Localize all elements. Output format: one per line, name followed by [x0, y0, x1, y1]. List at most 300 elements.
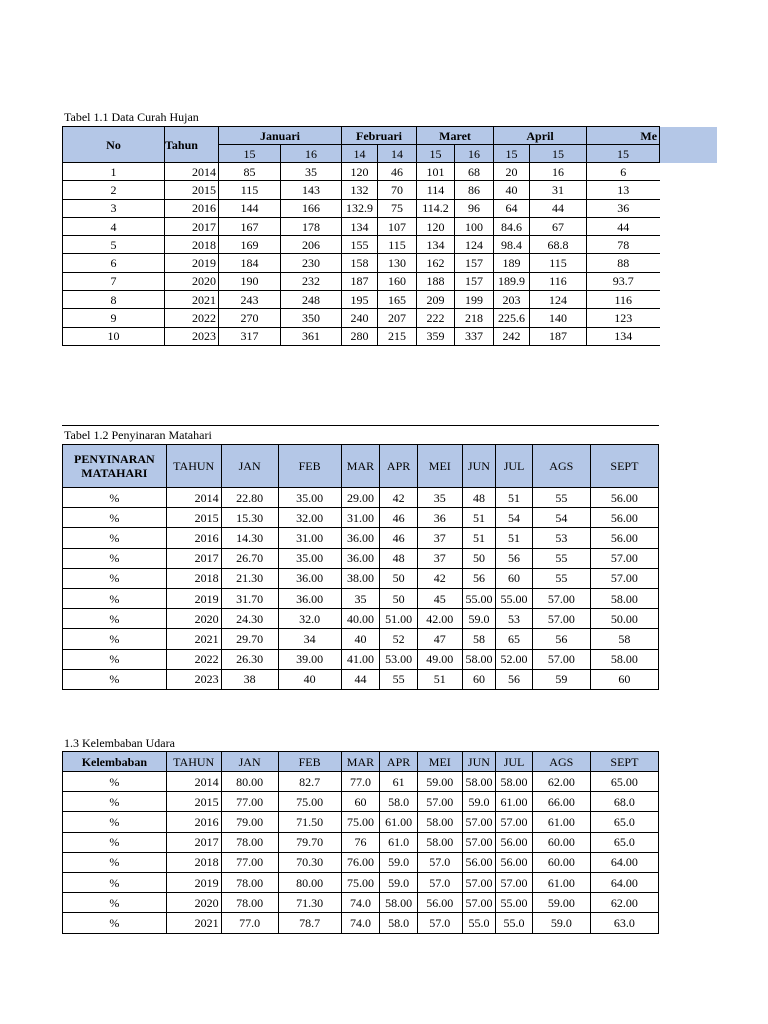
- value-cell: 57.00: [532, 588, 590, 608]
- value-cell: 78.00: [221, 832, 278, 852]
- value-cell: 124: [530, 291, 587, 309]
- value-cell: 242: [494, 327, 530, 345]
- header-apr: APR: [380, 752, 418, 772]
- table-row: [63, 163, 660, 181]
- year-cell: 2019: [166, 588, 221, 608]
- value-cell: 189: [494, 254, 530, 272]
- value-cell: 64.00: [590, 852, 658, 872]
- value-cell: 59: [532, 669, 590, 689]
- value-cell: 56.00: [590, 488, 658, 508]
- value-cell: 51: [462, 508, 496, 528]
- unit-cell: %: [63, 792, 167, 812]
- value-cell: 57.00: [462, 893, 496, 913]
- value-cell: 59.0: [532, 913, 590, 933]
- value-cell: 58.00: [462, 649, 496, 669]
- value-cell: 222: [417, 309, 455, 327]
- year-cell: 2023: [166, 669, 221, 689]
- value-cell: 24.30: [221, 609, 278, 629]
- value-cell: 64: [494, 199, 530, 217]
- value-cell: 78.00: [221, 872, 278, 892]
- header-maret: Maret: [417, 127, 494, 145]
- value-cell: 42: [380, 488, 418, 508]
- value-cell: 55: [532, 488, 590, 508]
- value-cell: 78.7: [278, 913, 341, 933]
- value-cell: 75: [378, 199, 417, 217]
- header-mei: MEI: [417, 445, 462, 488]
- unit-cell: %: [63, 629, 167, 649]
- table-row: [63, 792, 659, 812]
- value-cell: 218: [455, 309, 494, 327]
- value-cell: 57.00: [532, 649, 590, 669]
- value-cell: 188: [417, 272, 455, 290]
- value-cell: 36.00: [341, 528, 380, 548]
- value-cell: 22.80: [221, 488, 278, 508]
- year-cell: 2015: [166, 508, 221, 528]
- header-feb: FEB: [278, 752, 341, 772]
- value-cell: 58.00: [496, 772, 533, 792]
- value-cell: 76: [341, 832, 380, 852]
- year-cell: 2017: [166, 832, 221, 852]
- table-row: [63, 199, 660, 217]
- header-apr: APR: [380, 445, 418, 488]
- value-cell: 55.00: [496, 893, 533, 913]
- value-cell: 36: [587, 199, 660, 217]
- table-row: [63, 772, 659, 792]
- row-number-cell: 7: [63, 272, 165, 290]
- value-cell: 55.00: [496, 588, 533, 608]
- unit-cell: %: [63, 508, 167, 528]
- unit-cell: %: [63, 893, 167, 913]
- table-row: [63, 272, 660, 290]
- table-row: [63, 254, 660, 272]
- year-cell: 2019: [166, 872, 221, 892]
- header-mei-cut: Me: [587, 127, 660, 145]
- table-row: [63, 327, 660, 345]
- year-cell: 2023: [165, 327, 219, 345]
- value-cell: 167: [219, 217, 281, 235]
- value-cell: 100: [455, 217, 494, 235]
- value-cell: 40.00: [341, 609, 380, 629]
- value-cell: 61.00: [380, 812, 418, 832]
- year-cell: 2018: [166, 568, 221, 588]
- unit-cell: %: [63, 568, 167, 588]
- value-cell: 36.00: [341, 548, 380, 568]
- value-cell: 134: [417, 236, 455, 254]
- row-number-cell: 6: [63, 254, 165, 272]
- year-cell: 2022: [165, 309, 219, 327]
- value-cell: 39.00: [278, 649, 341, 669]
- value-cell: 57.00: [462, 812, 496, 832]
- value-cell: 143: [281, 181, 342, 199]
- value-cell: 61: [380, 772, 418, 792]
- value-cell: 77.00: [221, 852, 278, 872]
- unit-cell: %: [63, 528, 167, 548]
- value-cell: 60.00: [532, 852, 590, 872]
- value-cell: 101: [417, 163, 455, 181]
- value-cell: 56.00: [462, 852, 496, 872]
- value-cell: 58.00: [462, 772, 496, 792]
- value-cell: 60: [341, 792, 380, 812]
- unit-cell: %: [63, 588, 167, 608]
- value-cell: 42: [417, 568, 462, 588]
- value-cell: 165: [378, 291, 417, 309]
- table-row: [63, 236, 660, 254]
- subheader-cell: 15: [530, 145, 587, 163]
- value-cell: 47: [417, 629, 462, 649]
- value-cell: 206: [281, 236, 342, 254]
- value-cell: 32.0: [278, 609, 341, 629]
- header-mei: MEI: [417, 752, 462, 772]
- value-cell: 59.00: [417, 772, 462, 792]
- value-cell: 56: [462, 568, 496, 588]
- value-cell: 59.0: [380, 872, 418, 892]
- value-cell: 35.00: [278, 488, 341, 508]
- header-jan: JAN: [221, 445, 278, 488]
- value-cell: 162: [417, 254, 455, 272]
- value-cell: 115: [530, 254, 587, 272]
- value-cell: 120: [342, 163, 378, 181]
- row-number-cell: 4: [63, 217, 165, 235]
- value-cell: 58.00: [590, 588, 658, 608]
- value-cell: 74.0: [341, 893, 380, 913]
- value-cell: 56: [496, 548, 533, 568]
- value-cell: 40: [341, 629, 380, 649]
- value-cell: 140: [530, 309, 587, 327]
- value-cell: 48: [380, 548, 418, 568]
- year-cell: 2018: [165, 236, 219, 254]
- value-cell: 35: [281, 163, 342, 181]
- value-cell: 270: [219, 309, 281, 327]
- value-cell: 65.00: [590, 772, 658, 792]
- value-cell: 52: [380, 629, 418, 649]
- value-cell: 56.00: [496, 832, 533, 852]
- table-row: [63, 913, 659, 933]
- year-cell: 2021: [166, 913, 221, 933]
- value-cell: 75.00: [278, 792, 341, 812]
- value-cell: 209: [417, 291, 455, 309]
- year-cell: 2019: [165, 254, 219, 272]
- value-cell: 60: [496, 568, 533, 588]
- row-number-cell: 9: [63, 309, 165, 327]
- value-cell: 58.0: [380, 792, 418, 812]
- row-number-cell: 2: [63, 181, 165, 199]
- value-cell: 58.0: [380, 913, 418, 933]
- year-cell: 2014: [165, 163, 219, 181]
- value-cell: 46: [380, 528, 418, 548]
- value-cell: 178: [281, 217, 342, 235]
- value-cell: 54: [532, 508, 590, 528]
- value-cell: 155: [342, 236, 378, 254]
- value-cell: 48: [462, 488, 496, 508]
- table-row: [63, 488, 659, 508]
- unit-cell: %: [63, 832, 167, 852]
- subheader-cell: 16: [281, 145, 342, 163]
- value-cell: 166: [281, 199, 342, 217]
- value-cell: 60.00: [532, 832, 590, 852]
- value-cell: 50.00: [590, 609, 658, 629]
- value-cell: 68.8: [530, 236, 587, 254]
- row-number-cell: 5: [63, 236, 165, 254]
- value-cell: 359: [417, 327, 455, 345]
- value-cell: 75.00: [341, 812, 380, 832]
- value-cell: 57.0: [417, 852, 462, 872]
- year-cell: 2022: [166, 649, 221, 669]
- value-cell: 66.00: [532, 792, 590, 812]
- year-cell: 2014: [166, 488, 221, 508]
- value-cell: 132: [342, 181, 378, 199]
- year-cell: 2017: [166, 548, 221, 568]
- value-cell: 58.00: [590, 649, 658, 669]
- value-cell: 58: [462, 629, 496, 649]
- value-cell: 215: [378, 327, 417, 345]
- value-cell: 29.70: [221, 629, 278, 649]
- unit-cell: %: [63, 669, 167, 689]
- value-cell: 58.00: [417, 812, 462, 832]
- value-cell: 57.00: [417, 792, 462, 812]
- value-cell: 67: [530, 217, 587, 235]
- value-cell: 80.00: [221, 772, 278, 792]
- year-cell: 2020: [166, 893, 221, 913]
- unit-cell: %: [63, 812, 167, 832]
- table-row: [63, 872, 659, 892]
- value-cell: 361: [281, 327, 342, 345]
- value-cell: 350: [281, 309, 342, 327]
- value-cell: 20: [494, 163, 530, 181]
- subheader-cell: 14: [342, 145, 378, 163]
- header-jul: JUL: [496, 752, 533, 772]
- value-cell: 116: [587, 291, 660, 309]
- value-cell: 31.00: [278, 528, 341, 548]
- row-number-cell: 8: [63, 291, 165, 309]
- header-januari: Januari: [219, 127, 342, 145]
- value-cell: 130: [378, 254, 417, 272]
- value-cell: 61.0: [380, 832, 418, 852]
- value-cell: 77.0: [221, 913, 278, 933]
- value-cell: 35.00: [278, 548, 341, 568]
- value-cell: 107: [378, 217, 417, 235]
- value-cell: 75.00: [341, 872, 380, 892]
- value-cell: 52.00: [496, 649, 533, 669]
- value-cell: 61.00: [532, 812, 590, 832]
- value-cell: 232: [281, 272, 342, 290]
- value-cell: 55.00: [462, 588, 496, 608]
- header-tahun: TAHUN: [166, 752, 221, 772]
- value-cell: 144: [219, 199, 281, 217]
- value-cell: 79.70: [278, 832, 341, 852]
- value-cell: 203: [494, 291, 530, 309]
- subheader-cell: 15: [587, 145, 660, 163]
- year-cell: 2017: [165, 217, 219, 235]
- value-cell: 49.00: [417, 649, 462, 669]
- value-cell: 14.30: [221, 528, 278, 548]
- table2-caption: Tabel 1.2 Penyinaran Matahari: [64, 428, 212, 442]
- year-cell: 2020: [166, 609, 221, 629]
- subheader-cell: 15: [417, 145, 455, 163]
- value-cell: 29.00: [341, 488, 380, 508]
- unit-cell: %: [63, 548, 167, 568]
- value-cell: 40: [278, 669, 341, 689]
- row-number-cell: 10: [63, 327, 165, 345]
- value-cell: 50: [380, 568, 418, 588]
- value-cell: 70.30: [278, 852, 341, 872]
- header-jan: JAN: [221, 752, 278, 772]
- year-cell: 2016: [166, 528, 221, 548]
- humidity-table: [62, 751, 659, 934]
- value-cell: 86: [455, 181, 494, 199]
- value-cell: 56.00: [417, 893, 462, 913]
- value-cell: 248: [281, 291, 342, 309]
- value-cell: 68: [455, 163, 494, 181]
- value-cell: 68.0: [590, 792, 658, 812]
- value-cell: 160: [378, 272, 417, 290]
- value-cell: 158: [342, 254, 378, 272]
- value-cell: 207: [378, 309, 417, 327]
- value-cell: 157: [455, 254, 494, 272]
- subheader-cell: 16: [455, 145, 494, 163]
- table-row: [63, 217, 660, 235]
- value-cell: 189.9: [494, 272, 530, 290]
- value-cell: 77.00: [221, 792, 278, 812]
- value-cell: 6: [587, 163, 660, 181]
- value-cell: 38.00: [341, 568, 380, 588]
- value-cell: 134: [587, 327, 660, 345]
- value-cell: 55: [380, 669, 418, 689]
- table-row: [63, 181, 660, 199]
- value-cell: 65.0: [590, 832, 658, 852]
- row-number-cell: 1: [63, 163, 165, 181]
- value-cell: 74.0: [341, 913, 380, 933]
- header-februari: Februari: [342, 127, 417, 145]
- sunshine-table-body: [63, 488, 659, 690]
- value-cell: 199: [455, 291, 494, 309]
- value-cell: 157: [455, 272, 494, 290]
- header-tahun: TAHUN: [166, 445, 221, 488]
- table2-top-divider: [62, 425, 659, 426]
- value-cell: 114: [417, 181, 455, 199]
- header-jun: JUN: [462, 752, 496, 772]
- value-cell: 187: [530, 327, 587, 345]
- table-row: [63, 548, 659, 568]
- value-cell: 57.00: [462, 872, 496, 892]
- value-cell: 57.00: [462, 832, 496, 852]
- unit-cell: %: [63, 852, 167, 872]
- year-cell: 2021: [166, 629, 221, 649]
- value-cell: 57.00: [496, 872, 533, 892]
- table1-caption: Tabel 1.1 Data Curah Hujan: [64, 110, 199, 124]
- humidity-table-body: [63, 772, 659, 934]
- table1-header-highlight: [656, 127, 717, 163]
- value-cell: 57.00: [590, 568, 658, 588]
- value-cell: 37: [417, 548, 462, 568]
- value-cell: 169: [219, 236, 281, 254]
- value-cell: 53: [496, 609, 533, 629]
- header-tahun: Tahun: [165, 127, 219, 163]
- value-cell: 50: [380, 588, 418, 608]
- rainfall-table: [62, 126, 660, 346]
- value-cell: 26.70: [221, 548, 278, 568]
- table-row: [63, 893, 659, 913]
- value-cell: 15.30: [221, 508, 278, 528]
- year-cell: 2020: [165, 272, 219, 290]
- unit-cell: %: [63, 913, 167, 933]
- value-cell: 42.00: [417, 609, 462, 629]
- value-cell: 51: [496, 488, 533, 508]
- value-cell: 61.00: [496, 792, 533, 812]
- unit-cell: %: [63, 772, 167, 792]
- value-cell: 55: [532, 568, 590, 588]
- value-cell: 63.0: [590, 913, 658, 933]
- row-number-cell: 3: [63, 199, 165, 217]
- value-cell: 115: [219, 181, 281, 199]
- value-cell: 123: [587, 309, 660, 327]
- value-cell: 62.00: [532, 772, 590, 792]
- value-cell: 32.00: [278, 508, 341, 528]
- table-row: [63, 609, 659, 629]
- value-cell: 230: [281, 254, 342, 272]
- value-cell: 57.0: [417, 872, 462, 892]
- value-cell: 36.00: [278, 568, 341, 588]
- value-cell: 55: [532, 548, 590, 568]
- table-row: [63, 649, 659, 669]
- value-cell: 280: [342, 327, 378, 345]
- table-row: [63, 309, 660, 327]
- value-cell: 35: [341, 588, 380, 608]
- value-cell: 54: [496, 508, 533, 528]
- value-cell: 50: [462, 548, 496, 568]
- value-cell: 132.9: [342, 199, 378, 217]
- value-cell: 116: [530, 272, 587, 290]
- year-cell: 2021: [165, 291, 219, 309]
- value-cell: 134: [342, 217, 378, 235]
- value-cell: 34: [278, 629, 341, 649]
- value-cell: 58.00: [417, 832, 462, 852]
- year-cell: 2015: [165, 181, 219, 199]
- value-cell: 51.00: [380, 609, 418, 629]
- value-cell: 55.0: [462, 913, 496, 933]
- value-cell: 44: [587, 217, 660, 235]
- value-cell: 13: [587, 181, 660, 199]
- value-cell: 84.6: [494, 217, 530, 235]
- value-cell: 78: [587, 236, 660, 254]
- table-row: [63, 629, 659, 649]
- value-cell: 57.00: [590, 548, 658, 568]
- value-cell: 60: [462, 669, 496, 689]
- value-cell: 70: [378, 181, 417, 199]
- value-cell: 58: [590, 629, 658, 649]
- value-cell: 190: [219, 272, 281, 290]
- table-row: [63, 568, 659, 588]
- header-jun: JUN: [462, 445, 496, 488]
- value-cell: 36: [417, 508, 462, 528]
- value-cell: 59.0: [462, 609, 496, 629]
- value-cell: 82.7: [278, 772, 341, 792]
- header-kelembaban: Kelembaban: [63, 752, 167, 772]
- value-cell: 21.30: [221, 568, 278, 588]
- value-cell: 53: [532, 528, 590, 548]
- value-cell: 88: [587, 254, 660, 272]
- subheader-cell: 15: [494, 145, 530, 163]
- value-cell: 64.00: [590, 872, 658, 892]
- value-cell: 93.7: [587, 272, 660, 290]
- value-cell: 57.0: [417, 913, 462, 933]
- value-cell: 56.00: [496, 852, 533, 872]
- sunshine-table: [62, 444, 659, 690]
- header-mar: MAR: [341, 445, 380, 488]
- value-cell: 243: [219, 291, 281, 309]
- value-cell: 124: [455, 236, 494, 254]
- value-cell: 31: [530, 181, 587, 199]
- value-cell: 51: [496, 528, 533, 548]
